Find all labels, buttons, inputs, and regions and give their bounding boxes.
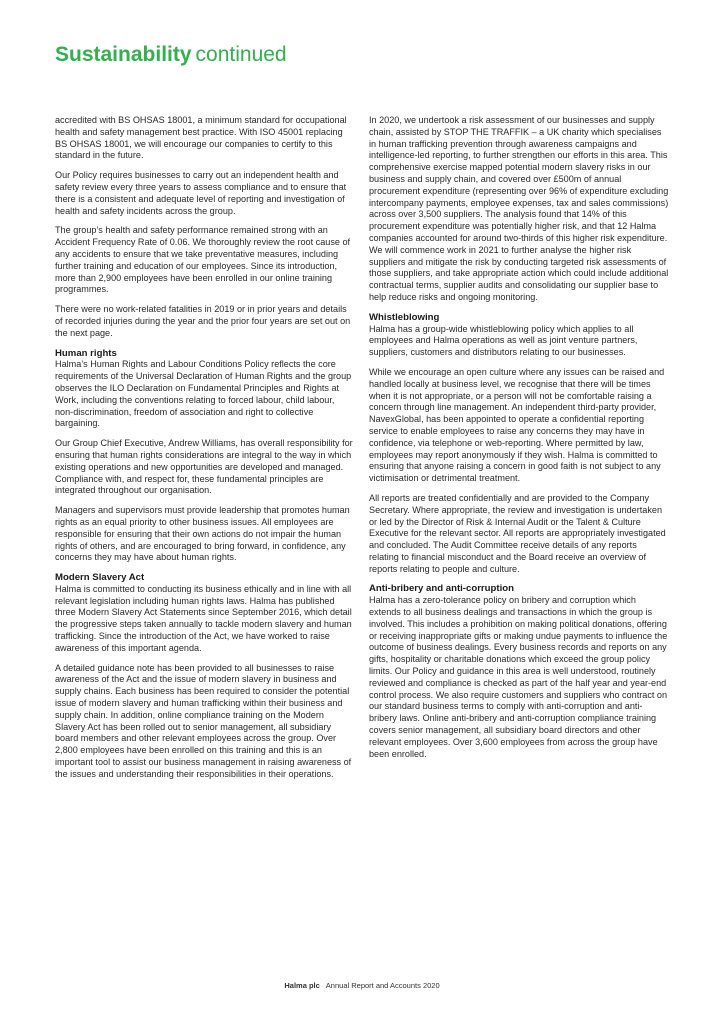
footer-report-title: Annual Report and Accounts 2020 — [325, 981, 440, 990]
section-heading: Modern Slavery Act — [55, 572, 145, 584]
body-paragraph: In 2020, we undertook a risk assessment of our businesses and supply chain, assisted by STOP THE TRAFFIK – a UK charity which specialises in human trafficking prevention through awareness campaigns and intelligence-led reporting, to further strengthen our efforts in this area. This comprehensive exercise mapped potential modern slavery risks in our business and supply chain, and covered over £500m of annual procurement expenditure (representing over 96% of expenditure excluding intercompany payments, employee expenses, tax and sales commissions) across over 3,500 suppliers. The analysis found that 14% of this procurement expenditure was potentially higher risk, and that 12 Halma companies accounted for around two-thirds of this higher risk expenditure. We will commence work in 2021 to further analyse the higher risk suppliers and mitigate the risk by conducting targeted risk assessments of those suppliers, and take appropriate action which could include additional contractual terms, supplier audits and consolidating our supplier base to help reduce risks and ongoing monitoring. — [369, 115, 669, 302]
body-paragraph: Halma has a group-wide whistleblowing policy which applies to all employees and Halma operations as well as joint venture partners, suppliers, customers and distributors relating to our businesses. — [369, 323, 638, 358]
section-heading: Whistleblowing — [369, 311, 440, 323]
body-paragraph: Halma is committed to conducting its business ethically and in line with all relevant legislation including human rights laws. Halma has published three Modern Slavery Act Statements since September 2016, which detail the progressive steps taken annually to tackle modern slavery and human trafficking. Since the introduction of the Act, we have worked to raise awareness of this important agenda. — [55, 583, 352, 653]
body-paragraph: All reports are treated confidentially and are provided to the Company Secretary. Where appropriate, the review and investigation is undertaken or led by the Director of Risk & Internal Audit or the Talent & Culture Executive for the relevant sector. All reports are appropriately investigated and concluded. The Audit Committee receive details of any reports relating to financial misconduct and the Board receive an overview of reports relating to people and culture. — [369, 492, 666, 574]
footer-company: Halma plc — [284, 981, 320, 990]
right-column — [369, 115, 669, 768]
page-title-continued: continued — [195, 43, 287, 66]
body-paragraph: Our Group Chief Executive, Andrew Williams, has overall responsibility for ensuring that human rights considerations are integral to the way in which existing operations and new opportunities are developed and managed. Compliance with, and respect for, these fundamental principles are integrated throughout our organisation. — [55, 438, 353, 496]
body-paragraph: A detailed guidance note has been provided to all businesses to raise awareness of the Act and the issue of modern slavery in business and supply chains. Each business has been required to consider the potential issue of modern slavery and human trafficking within their business and supply chain. In addition, online compliance training on the Modern Slavery Act has been rolled out to senior management, all subsidiary board members and other relevant employees across the group. Over 2,800 employees have been enrolled on this training and this is an important tool to assist our business management in raising awareness of the issues and understanding their responsibilities in their operations. — [55, 662, 352, 779]
body-paragraph: While we encourage an open culture where any issues can be raised and handled locally at business level, we recognise that there will be times when it is not appropriate, or a person will not be comfortable raising a concern through line management. An independent third-party provider, NavexGlobal, has been appointed to operate a confidential reporting service to enable employees to raise any concerns they may have in confidence, via telephone or web-reporting. Where permitted by law, employees may report anonymously if they wish. Halma is committed to ensuring that anyone raising a concern in good faith is not subject to any victimisation or detrimental treatment. — [369, 366, 665, 484]
section-heading: Anti-bribery and anti-corruption — [369, 583, 514, 595]
body-paragraph: Halma has a zero-tolerance policy on bribery and corruption which extends to all business dealings and transactions in which the group is involved. This includes a prohibition on making political donations, offering or receiving inappropriate gifts or making undue payments to influence the outcome of business dealings. Every business records and reports on any gifts, hospitality or charitable donations which exceed the group policy limits. Our Policy and guidance in this area is well understood, routinely reviewed and compliance is checked as part of the half year and year-end control process. We also require customers and suppliers who contract on our standard business terms to comply with anti-corruption and anti-bribery laws. Online anti-bribery and anti-corruption compliance training covers senior management, all subsidiary board directors and other relevant employees. Over 3,600 employees from across the group have been enrolled. — [369, 595, 668, 759]
section-heading: Human rights — [55, 347, 117, 359]
body-paragraph: The group’s health and safety performance remained strong with an Accident Frequency Rate of 0.06. We thoroughly review the root cause of any accidents to ensure that we take preventative measures, including further training and education of our employees. Since its introduction, more than 2,900 employees have been enrolled in our online training programmes. — [55, 225, 351, 295]
body-paragraph: Halma’s Human Rights and Labour Conditions Policy reflects the core requirements of the Universal Declaration of Human Rights and the group observes the ILO Declaration on Fundamental Principles and Rights at Work, including the conventions relating to forced labour, child labour, non-discrimination, freedom of association and right to collective bargaining. — [55, 359, 352, 429]
body-paragraph: accredited with BS OHSAS 18001, a minimum standard for occupational health and safety management best practice. With ISO 45001 replacing BS OHSAS 18001, we will encourage our companies to certify to this standard in the future. — [55, 115, 347, 161]
body-paragraph: Managers and supervisors must provide leadership that promotes human rights as an equal priority to other business issues. All employees are responsible for ensuring that their own actions do not impair the human rights of others, and are encouraged to bring forward, in confidence, any concerns they may have about human rights. — [55, 505, 350, 563]
body-paragraph: Our Policy requires businesses to carry out an independent health and safety review every three years to assess compliance and to ensure that there is a consistent and adequate level of reporting and investigation of health and safety incidents across the group. — [55, 170, 347, 216]
left-column — [55, 115, 355, 789]
page-title-main: Sustainability — [55, 43, 192, 66]
body-paragraph: There were no work-related fatalities in 2019 or in prior years and details of recorded injuries during the year and the prior four years are set out on the next page. — [55, 304, 351, 338]
page-title — [55, 42, 287, 68]
page-footer — [0, 981, 724, 991]
